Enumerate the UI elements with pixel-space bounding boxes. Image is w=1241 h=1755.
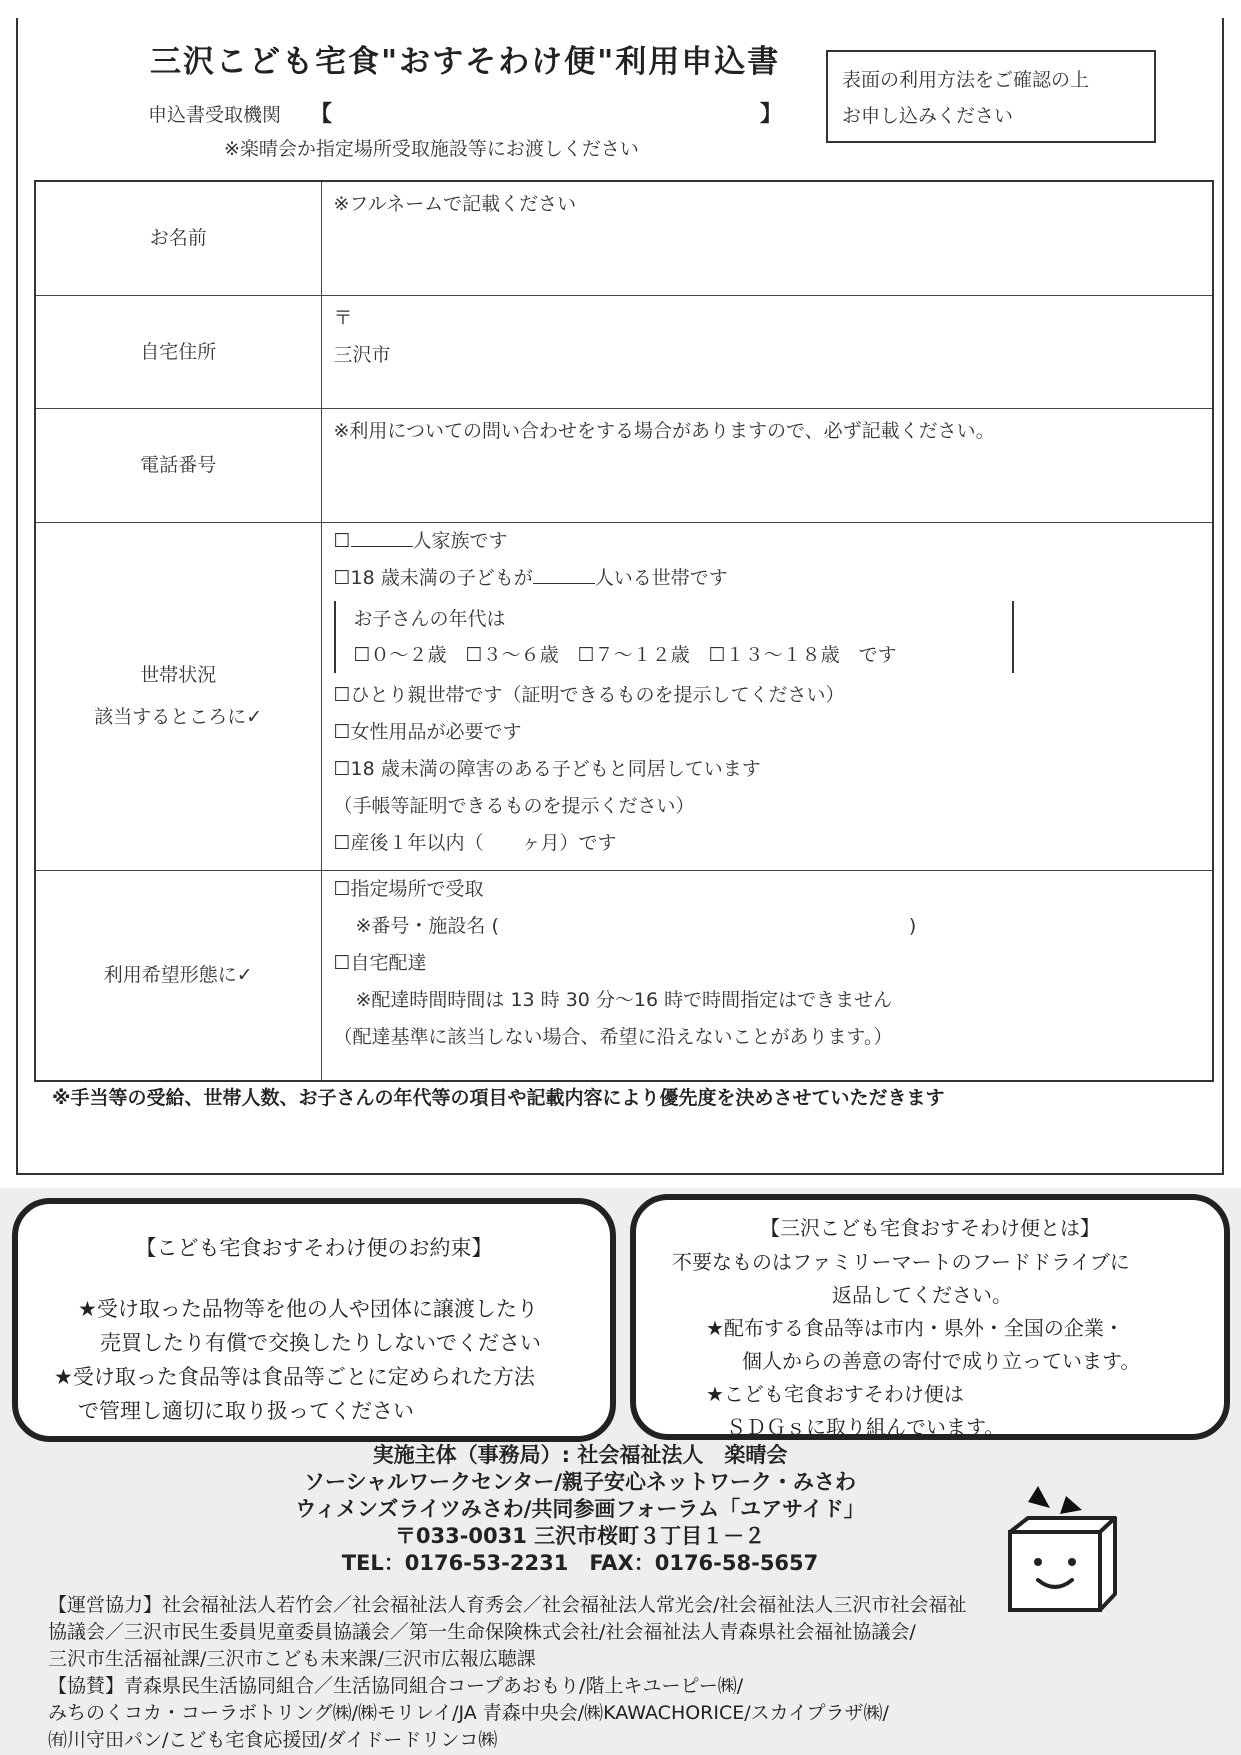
phone-field[interactable]	[321, 408, 1213, 522]
household-row	[35, 522, 1213, 870]
name-label: お名前	[35, 181, 321, 295]
delivery-option[interactable]: ☐自宅配達	[333, 951, 427, 974]
usage-row	[35, 870, 1213, 1081]
promise-line: ★受け取った品物等を他の人や団体に譲渡したり	[78, 1297, 538, 1321]
about-line: ＳＤＧｓに取り組んでいます。	[726, 1415, 1005, 1439]
promise-line: 売買したり有償で交換したりしないでください	[100, 1331, 541, 1355]
receiver-bracket-close: 】	[760, 102, 783, 127]
family-size-blank[interactable]	[351, 525, 413, 547]
receiver-label: 申込書受取機関	[148, 104, 282, 126]
about-line: 返品してください。	[832, 1283, 1012, 1307]
name-field[interactable]	[321, 181, 1213, 295]
single-parent-option[interactable]: ☐ひとり親世帯です（証明できるものを提示してください）	[333, 683, 845, 706]
feminine-products-option[interactable]: ☐女性用品が必要です	[333, 720, 522, 743]
usage-label: 利用希望形態に✓	[35, 870, 321, 1081]
notice-line: お申し込みください	[842, 105, 1014, 127]
address-field[interactable]	[321, 295, 1213, 408]
about-title: 【三沢こども宅食おすそわけ便とは】	[760, 1216, 1100, 1240]
facility-line[interactable]	[334, 908, 1201, 945]
page-title: 三沢こども宅食"おすそわけ便"利用申込書	[150, 44, 781, 80]
delivery-time-note: ※配達時間時間は 13 時 30 分～16 時で時間指定はできません	[355, 988, 893, 1011]
children-count-option[interactable]: ☐18 歳未満の子どもが 人いる世帯です	[334, 560, 1201, 597]
household-label	[35, 522, 321, 870]
support-line: みちのくコカ・コーラボトリング㈱/㈱モリレイ/JA 青森中央会/㈱KAWACHORICE/スカイプラザ㈱/	[48, 1702, 889, 1724]
support-line: ㈲川守田パン/こども宅食応援団/ダイドードリンコ㈱	[48, 1729, 498, 1751]
priority-note: ※手当等の受給、世帯人数、お子さんの年代等の項目や記載内容により優先度を決めさせていただきます	[52, 1087, 945, 1109]
promise-body	[54, 1292, 541, 1428]
pickup-option[interactable]: ☐指定場所で受取	[333, 877, 484, 900]
city-text: 三沢市	[333, 343, 391, 366]
name-row	[35, 181, 1213, 295]
organizer-line: ウィメンズライツみさわ/共同参画フォーラム「ユアサイド」	[295, 1497, 865, 1521]
organizer-address: 〒033-0031 三沢市桜町３丁目１－２	[394, 1524, 766, 1548]
promise-title: 【こども宅食おすそわけ便のお約束】	[135, 1236, 493, 1260]
usage-options	[321, 870, 1213, 1081]
address-label: 自宅住所	[35, 295, 321, 408]
disability-note: （手帳等証明できるものを提示ください）	[333, 794, 695, 817]
notice-line: 表面の利用方法をご確認の上	[842, 69, 1090, 91]
delivery-criteria-note: （配達基準に該当しない場合、希望に沿えないことがあります。）	[333, 1025, 893, 1048]
receiver-bracket-open: 【	[310, 102, 333, 127]
organizer-line: 実施主体（事務局）: 社会福祉法人 楽晴会	[372, 1443, 788, 1467]
handover-note: ※楽晴会か指定場所受取施設等にお渡しください	[224, 138, 639, 160]
disability-option[interactable]: ☐18 歳未満の障害のある子どもと同居しています	[333, 757, 761, 780]
name-note: ※フルネームで記載ください	[333, 193, 577, 215]
promise-box	[12, 1198, 616, 1442]
household-label-line2: 該当するところに✓	[94, 706, 263, 728]
phone-label: 電話番号	[35, 408, 321, 522]
children-count-blank[interactable]	[533, 562, 595, 584]
phone-row	[35, 408, 1213, 522]
household-options	[321, 522, 1213, 870]
support-line: 【協賛】青森県民生活協同組合／生活協同組合コープあおもり/階上キユーピー㈱/	[48, 1675, 744, 1697]
about-line: ★配布する食品等は市内・県外・全国の企業・	[706, 1316, 1124, 1340]
age-bracket-box	[334, 601, 1014, 673]
address-row	[35, 295, 1213, 408]
application-form-table	[34, 180, 1214, 1082]
age-intro: お子さんの年代は	[353, 607, 506, 630]
postpartum-option[interactable]: ☐産後１年以内（ ヶ月）です	[333, 831, 617, 854]
organizer-info	[250, 1442, 910, 1577]
phone-note: ※利用についての問い合わせをする場合がありますので、必ず記載ください。	[333, 419, 995, 442]
support-line: 【運営協力】社会福祉法人若竹会／社会福祉法人育秀会／社会福祉法人常光会/社会福祉法人三沢市社会福祉	[48, 1594, 967, 1616]
about-line: 不要なものはファミリーマートのフードドライブに	[672, 1250, 1130, 1274]
support-line: 三沢市生活福祉課/三沢市こども未来課/三沢市広報広聴課	[48, 1648, 536, 1670]
promise-line: で管理し適切に取り扱ってください	[78, 1399, 414, 1423]
age-options[interactable]: ☐０～２歳 ☐３～６歳 ☐７～１２歳 ☐１３～１８歳 です	[353, 643, 897, 666]
facility-label: ※番号・施設名 (	[355, 914, 499, 937]
about-body	[672, 1246, 1212, 1444]
postal-mark: 〒	[333, 306, 353, 329]
notice-box	[826, 50, 1156, 143]
about-line: 個人からの善意の寄付で成り立っています。	[742, 1349, 1141, 1373]
support-line: 協議会／三沢市民生委員児童委員協議会／第一生命保険株式会社/社会福祉法人青森県社会福祉協議会/	[48, 1621, 916, 1643]
facility-close: )	[908, 914, 917, 937]
about-line: ★こども宅食おすそわけ便は	[706, 1382, 964, 1406]
organizer-contact: TEL：0176-53-2231 FAX：0176-58-5657	[341, 1551, 819, 1575]
family-size-option[interactable]: ☐ 人家族です	[334, 523, 1201, 560]
household-label-line1: 世帯状況	[140, 664, 217, 686]
about-box	[630, 1194, 1230, 1440]
promise-line: ★受け取った食品等は食品等ごとに定められた方法	[54, 1365, 535, 1389]
organizer-line: ソーシャルワークセンター/親子安心ネットワーク・みさわ	[304, 1470, 856, 1494]
support-list	[48, 1592, 1218, 1754]
